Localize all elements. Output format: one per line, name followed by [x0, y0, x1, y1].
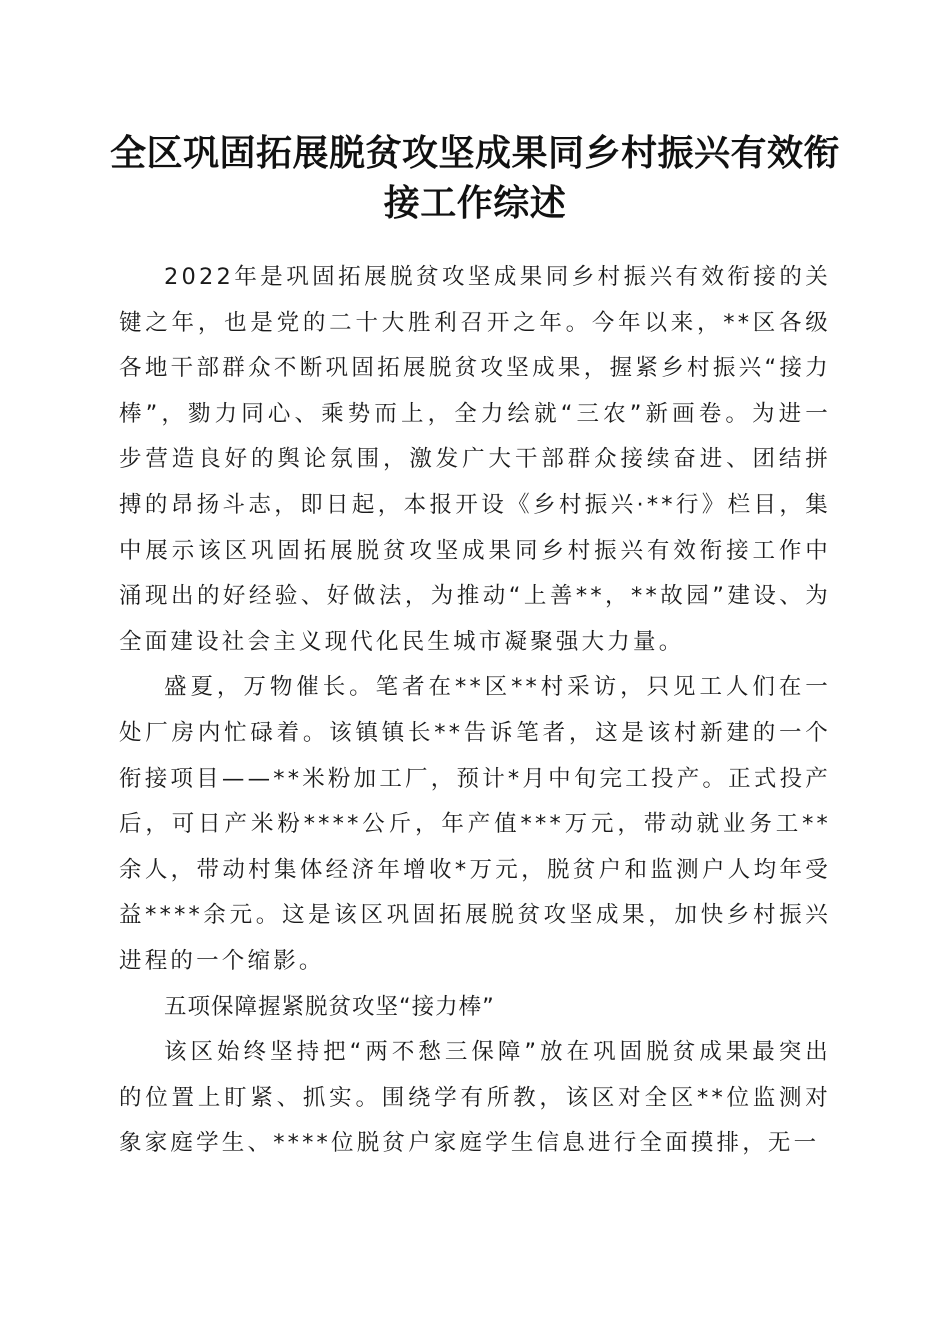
title-line-1: 全区巩固拓展脱贫攻坚成果同乡村振兴有效衔 [110, 132, 841, 174]
paragraph-intro: 2022年是巩固拓展脱贫攻坚成果同乡村振兴有效衔接的关键之年，也是党的二十大胜利召开之年。今年以来，**区各级各地干部群众不断巩固拓展脱贫攻坚成果，握紧乡村振兴“接力棒”，勠力同心、乘势而上，全力绘就“三农”新画卷。为进一步营造良好的舆论氛围，激发广大干部群众接续奋进、团结拼搏的昂扬斗志，即日起，本报开设《乡村振兴·**行》栏目，集中展示该区巩固拓展脱贫攻坚成果同乡村振兴有效衔接工作中涌现出的好经验、好做法，为推动“上善**，**故园”建设、为全面建设社会主义现代化民生城市凝聚强大力量。 [119, 264, 831, 655]
section-heading: 五项保障握紧脱贫攻坚“接力棒” [164, 993, 495, 1020]
document-title [110, 128, 840, 228]
paragraph-scene: 盛夏，万物催长。笔者在**区**村采访，只见工人们在一处厂房内忙碌着。该镇镇长**告诉笔者，这是该村新建的一个衔接项目——**米粉加工厂，预计*月中旬完工投产。正式投产后，可日产米粉****公斤，年产值***万元，带动就业务工**余人，带动村集体经济年增收*万元，脱贫户和监测户人均年受益****余元。这是该区巩固拓展脱贫攻坚成果，加快乡村振兴进程的一个缩影。 [119, 674, 831, 974]
title-line-2: 接工作综述 [383, 182, 567, 224]
paragraph-section-body: 该区始终坚持把“两不愁三保障”放在巩固脱贫成果最突出的位置上盯紧、抓实。围绕学有所教，该区对全区**位监测对象家庭学生、****位脱贫户家庭学生信息进行全面摸排，无一 [119, 1039, 831, 1157]
document-body [119, 255, 831, 1167]
